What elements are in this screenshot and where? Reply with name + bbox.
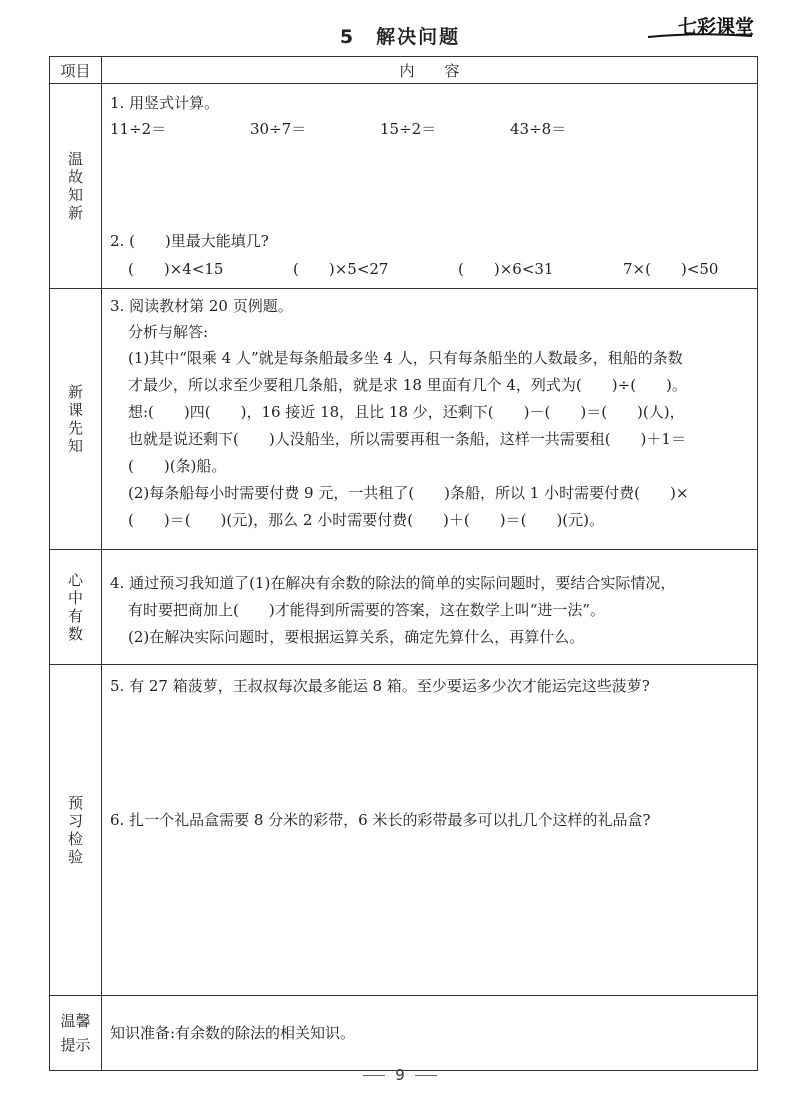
footer-dash-left xyxy=(363,1075,385,1076)
q6-text: 6. 扎一个礼品盒需要 8 分米的彩带，6 米长的彩带最多可以扎几个这样的礼品盒? xyxy=(110,811,651,829)
swoosh-icon xyxy=(648,33,752,39)
q1-expr-4: 43÷8＝ xyxy=(510,120,567,138)
preview-label: 新 课 先 知 xyxy=(50,289,102,550)
header-item: 项目 xyxy=(50,57,102,84)
review-content xyxy=(102,84,758,289)
q4-line: (2)在解决实际问题时，要根据运算关系，确定先算什么，再算什么。 xyxy=(128,628,585,646)
preview-line: 想:( )四( )，16 接近 18，且比 18 少，还剩下( )－( )＝( )(人)， xyxy=(128,403,685,421)
preview-line: 也就是说还剩下( )人没船坐，所以需要再租一条船，这样一共需要租( )＋1＝ xyxy=(128,430,686,448)
q4-line: 有时要把商加上( )才能得到所需要的答案，这在数学上叫“进一法”。 xyxy=(128,601,606,619)
content-table xyxy=(49,56,758,1071)
brand-text: 七彩课堂 xyxy=(677,16,754,38)
page-title: 5 解决问题 xyxy=(339,26,461,48)
page-footer xyxy=(0,1066,800,1084)
q2-expressions xyxy=(128,258,718,279)
q1-expr-3: 15÷2＝ xyxy=(380,120,437,138)
q2-expr-2: ( )×5<27 xyxy=(293,260,389,278)
q4-line: 4. 通过预习我知道了(1)在解决有余数的除法的简单的实际问题时，要结合实际情况， xyxy=(110,574,676,592)
check-label: 预 习 检 验 xyxy=(50,665,102,996)
brand-logo xyxy=(644,10,754,40)
preview-line: (1)其中“限乘 4 人”就是每条船最多坐 4 人，只有每条船坐的人数最多，租船的条数 xyxy=(128,349,683,367)
check-content xyxy=(102,665,758,996)
review-label: 温 故 知 新 xyxy=(50,84,102,289)
q3-title: 3. 阅读教材第 20 页例题。 xyxy=(110,297,293,315)
q1-title: 1. 用竖式计算。 xyxy=(110,94,220,112)
preview-line: 才最少，所以求至少要租几条船，就是求 18 里面有几个 4，列式为( )÷( )。 xyxy=(128,376,687,394)
section-review xyxy=(50,84,758,289)
section-tips xyxy=(50,996,758,1071)
preview-line: (2)每条船每小时需要付费 9 元，一共租了( )条船，所以 1 小时需要付费( )× xyxy=(128,484,689,502)
section-preview xyxy=(50,289,758,550)
q1-expressions xyxy=(110,118,566,139)
preview-line: ( )＝( )(元)，那么 2 小时需要付费( )＋( )＝( )(元)。 xyxy=(128,511,605,529)
q2-expr-3: ( )×6<31 xyxy=(458,260,554,278)
preview-line: ( )(条)船。 xyxy=(128,457,227,475)
tips-content xyxy=(102,996,758,1071)
footer-dash-right xyxy=(415,1075,437,1076)
page-number: 9 xyxy=(395,1066,405,1084)
q2-expr-4: 7×( )<50 xyxy=(623,260,719,278)
table-header-row xyxy=(50,57,758,84)
header-content: 内 容 xyxy=(102,57,758,84)
q2-expr-1: ( )×4<15 xyxy=(128,260,224,278)
q2-title: 2. ( )里最大能填几? xyxy=(110,232,269,250)
q1-expr-2: 30÷7＝ xyxy=(250,120,307,138)
section-mind xyxy=(50,550,758,665)
q5-text: 5. 有 27 箱菠萝，王叔叔每次最多能运 8 箱。至少要运多少次才能运完这些菠萝? xyxy=(110,677,650,695)
tips-text: 知识准备:有余数的除法的相关知识。 xyxy=(110,1024,356,1042)
mind-label: 心 中 有 数 xyxy=(50,550,102,665)
section-check xyxy=(50,665,758,996)
analysis-heading: 分析与解答: xyxy=(128,323,209,341)
q1-expr-1: 11÷2＝ xyxy=(110,120,167,138)
mind-content xyxy=(102,550,758,665)
preview-content xyxy=(102,289,758,550)
tips-label: 温馨 提示 xyxy=(50,996,102,1071)
